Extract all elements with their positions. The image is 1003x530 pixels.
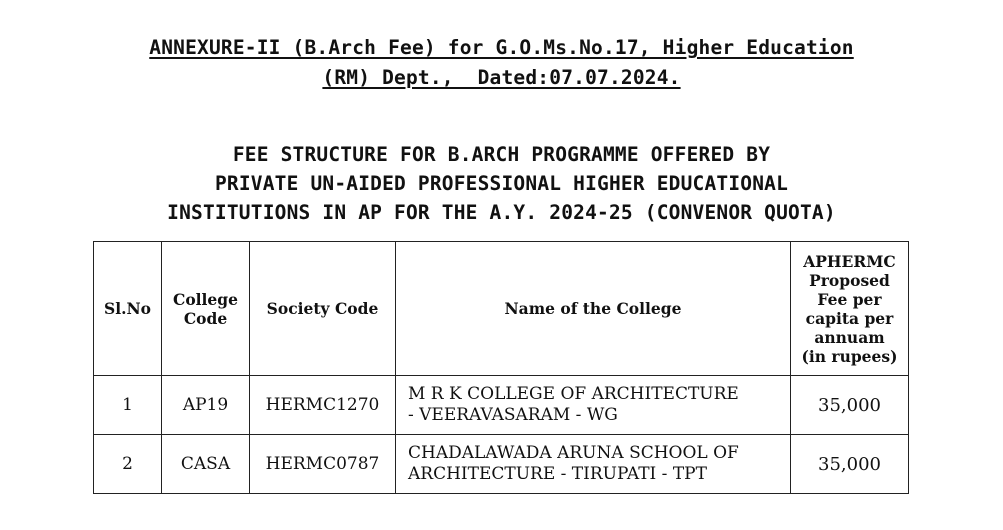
header-fee-line-6: (in rupees) — [801, 346, 898, 366]
header-society-code: Society Code — [250, 242, 396, 376]
table-row — [94, 376, 909, 435]
row-fee: 35,000 — [791, 435, 909, 494]
header-college-name: Name of the College — [396, 242, 791, 376]
header-fee-line-1: APHERMC — [803, 251, 896, 271]
header-college-code — [162, 242, 250, 376]
row-college-name-line-2: ARCHITECTURE - TIRUPATI - TPT — [408, 464, 707, 484]
row-college-code: AP19 — [162, 376, 250, 435]
fee-structure-heading-line-1: FEE STRUCTURE FOR B.ARCH PROGRAMME OFFERED BY — [232, 143, 771, 166]
row-college-name-line-2: - VEERAVASARAM - WG — [408, 405, 618, 425]
fee-structure-heading-line-3: INSTITUTIONS IN AP FOR THE A.Y. 2024-25 (CONVENOR QUOTA) — [167, 201, 836, 224]
table-row — [94, 435, 909, 494]
row-sl-no: 1 — [94, 376, 162, 435]
fee-structure-heading-line-2: PRIVATE UN-AIDED PROFESSIONAL HIGHER EDUCATIONAL — [214, 172, 789, 195]
row-college-name — [396, 376, 791, 435]
header-fee-line-3: Fee per — [817, 289, 882, 309]
row-society-code: HERMC1270 — [250, 376, 396, 435]
row-society-code: HERMC0787 — [250, 435, 396, 494]
header-college-code-line-1: College — [172, 289, 238, 309]
row-college-name-line-1: M R K COLLEGE OF ARCHITECTURE — [408, 384, 739, 404]
header-college-code-line-2: Code — [183, 308, 228, 328]
annexure-title-line-1: ANNEXURE-II (B.Arch Fee) for G.O.Ms.No.17, Higher Education — [149, 36, 854, 59]
annexure-title-line-2: (RM) Dept., Dated:07.07.2024. — [322, 66, 681, 89]
header-sl-no: Sl.No — [94, 242, 162, 376]
fee-table — [93, 241, 909, 494]
row-college-name — [396, 435, 791, 494]
table-header-row — [94, 242, 909, 376]
header-fee-line-4: capita per — [805, 308, 894, 328]
row-college-code: CASA — [162, 435, 250, 494]
header-fee-line-2: Proposed — [809, 270, 890, 290]
row-college-name-line-1: CHADALAWADA ARUNA SCHOOL OF — [408, 443, 739, 463]
header-fee — [791, 242, 909, 376]
row-sl-no: 2 — [94, 435, 162, 494]
header-fee-line-5: annuam — [814, 327, 885, 347]
row-fee: 35,000 — [791, 376, 909, 435]
